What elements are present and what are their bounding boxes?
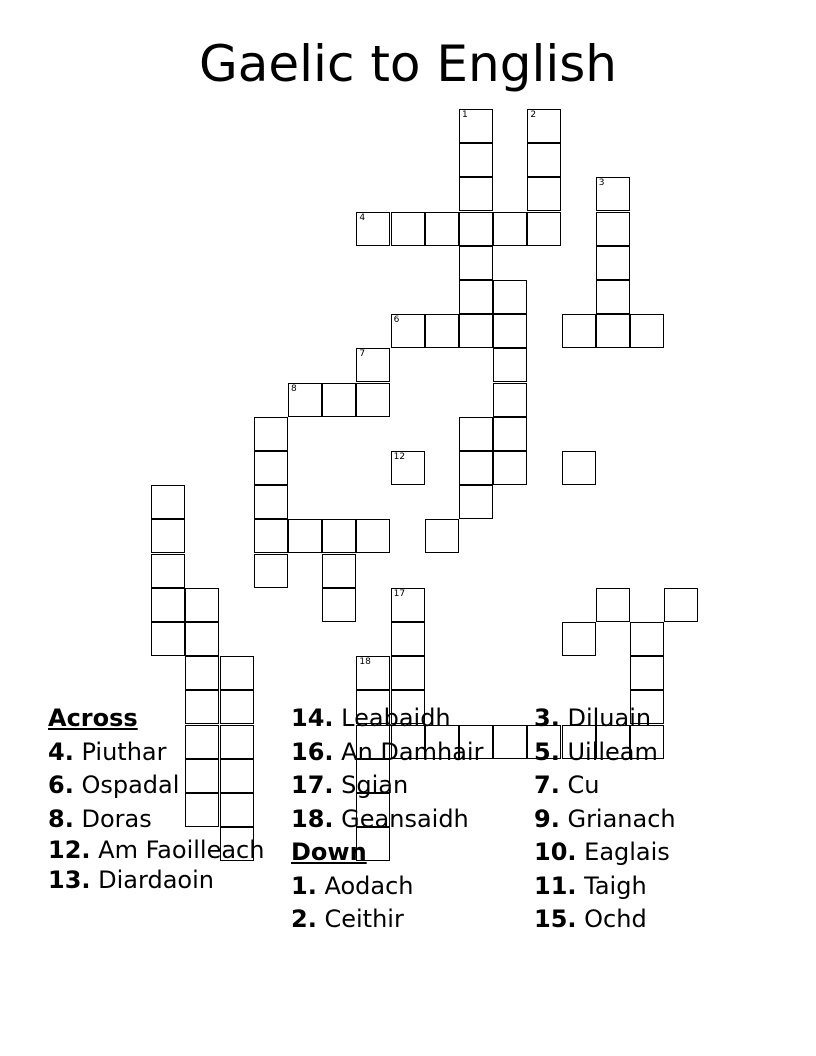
clue-text: Leabaidh [341,704,451,732]
grid-cell[interactable] [596,246,630,280]
clue-number: 14. [291,704,334,732]
grid-cell[interactable] [493,348,527,382]
clue-text: Diluain [567,704,652,732]
clue-number: 3. [534,704,560,732]
grid-cell[interactable] [459,177,493,211]
across-heading: Across [48,704,138,732]
grid-cell[interactable] [493,383,527,417]
down-heading: Down [291,838,367,866]
grid-cell[interactable] [527,212,561,246]
page-title: Gaelic to English [199,35,617,93]
clue-across-16 [291,736,521,770]
clue-number-label: 12 [393,452,406,462]
clue-text: Doras [81,804,152,833]
clue-number: 5. [534,737,560,766]
clue-text: Sgian [341,771,409,799]
clue-text: Taigh [584,871,647,900]
grid-cell[interactable] [151,622,185,656]
clue-down-5 [534,736,784,770]
grid-cell[interactable] [151,519,185,553]
grid-cell[interactable] [596,177,630,211]
grid-cell[interactable] [459,143,493,177]
grid-cell[interactable] [322,588,356,622]
clue-number: 12. [48,836,91,864]
grid-cell[interactable] [185,656,219,690]
grid-cell[interactable] [391,656,425,690]
clue-column-2 [291,702,521,937]
clue-number: 13. [48,866,91,894]
clue-number: 7. [534,771,560,799]
grid-cell[interactable] [391,622,425,656]
grid-cell[interactable] [254,417,288,451]
clue-number-label: 8 [291,383,297,394]
clue-down-1 [291,870,521,904]
grid-cell[interactable] [630,314,664,348]
clue-down-11 [534,870,784,904]
grid-cell[interactable] [630,622,664,656]
clue-text: Diardaoin [98,866,214,894]
grid-cell[interactable] [527,109,561,143]
clue-number-label: 7 [359,349,366,360]
clue-text: Aodach [324,871,414,900]
grid-cell[interactable] [391,314,425,348]
clue-text: Ochd [584,905,647,933]
clue-number-label: 2 [530,110,537,120]
clue-column-3 [534,702,784,937]
grid-cell[interactable] [493,451,527,485]
grid-cell[interactable] [254,485,288,519]
clue-across-12 [48,836,278,864]
grid-cell[interactable] [459,417,493,451]
grid-cell[interactable] [425,212,459,246]
grid-cell[interactable] [322,554,356,588]
clue-number-label: 1 [462,110,468,120]
grid-cell[interactable] [459,314,493,348]
grid-cell[interactable] [493,417,527,451]
grid-cell[interactable] [356,212,390,246]
clue-number: 1. [291,871,317,900]
grid-cell[interactable] [391,451,425,485]
clue-across-18 [291,803,521,837]
grid-cell[interactable] [493,212,527,246]
clue-text: An Damhair [341,737,484,766]
clue-text: Grianach [567,804,676,833]
grid-cell[interactable] [562,314,596,348]
clue-number: 16. [291,737,334,766]
clue-number: 17. [291,771,334,799]
grid-cell[interactable] [185,588,219,622]
clue-number: 10. [534,838,577,866]
grid-cell[interactable] [527,177,561,211]
clue-number-label: 6 [393,315,400,326]
clue-text: Uilleam [567,737,658,766]
clue-number-label: 4 [359,212,366,223]
clue-across-17 [291,769,521,803]
clue-down-7 [534,769,784,803]
grid-cell[interactable] [356,383,390,417]
clue-down-10 [534,836,784,870]
grid-cell[interactable] [254,519,288,553]
clue-number: 6. [48,771,74,799]
clue-number-label: 17 [393,588,406,599]
clue-number: 4. [48,737,74,766]
grid-cell[interactable] [151,485,185,519]
clue-number-label: 3 [598,178,605,189]
grid-cell[interactable] [425,314,459,348]
grid-cell[interactable] [596,212,630,246]
grid-cell[interactable] [356,656,390,690]
clue-across-8 [48,803,278,837]
clue-text: Ospadal [81,771,180,799]
grid-cell[interactable] [596,314,630,348]
clue-number: 11. [534,871,577,900]
grid-cell[interactable] [459,485,493,519]
grid-cell[interactable] [220,656,254,690]
grid-cell[interactable] [391,588,425,622]
clue-column-1 [48,702,278,898]
clue-down-9 [534,803,784,837]
grid-cell[interactable] [459,280,493,314]
grid-cell[interactable] [185,622,219,656]
clue-text: Geansaidh [341,804,469,833]
grid-cell[interactable] [459,109,493,143]
grid-cell[interactable] [356,519,390,553]
clue-down-3 [534,702,784,736]
grid-cell[interactable] [151,588,185,622]
clue-text: Cu [567,771,600,799]
grid-cell[interactable] [493,314,527,348]
grid-cell[interactable] [562,622,596,656]
grid-cell[interactable] [322,519,356,553]
grid-cell[interactable] [391,212,425,246]
clue-across-6 [48,769,278,803]
grid-cell[interactable] [288,519,322,553]
clue-number-label: 18 [359,657,371,668]
grid-cell[interactable] [425,519,459,553]
clue-text: Am Faoilleach [98,836,265,864]
grid-cell[interactable] [664,588,698,622]
clue-text: Piuthar [81,737,167,766]
clue-across-4 [48,736,278,770]
grid-cell[interactable] [288,383,322,417]
clue-number: 2. [291,905,317,933]
grid-cell[interactable] [459,212,493,246]
grid-cell[interactable] [459,451,493,485]
grid-cell[interactable] [630,656,664,690]
grid-cell[interactable] [596,588,630,622]
grid-cell[interactable] [493,280,527,314]
clue-number: 18. [291,804,334,833]
clue-number: 9. [534,804,560,833]
grid-cell[interactable] [322,383,356,417]
clue-text: Eaglais [584,838,670,866]
grid-cell[interactable] [527,143,561,177]
clue-down-2 [291,903,521,937]
grid-cell[interactable] [459,246,493,280]
clue-down-15 [534,903,784,937]
clue-across-13 [48,864,278,898]
grid-cell[interactable] [254,554,288,588]
grid-cell[interactable] [254,451,288,485]
clue-number: 8. [48,804,74,833]
grid-cell[interactable] [562,451,596,485]
grid-cell[interactable] [596,280,630,314]
grid-cell[interactable] [151,554,185,588]
grid-cell[interactable] [356,348,390,382]
clue-number: 15. [534,905,577,933]
clue-across-14 [291,702,521,736]
clue-text: Ceithir [324,905,404,933]
